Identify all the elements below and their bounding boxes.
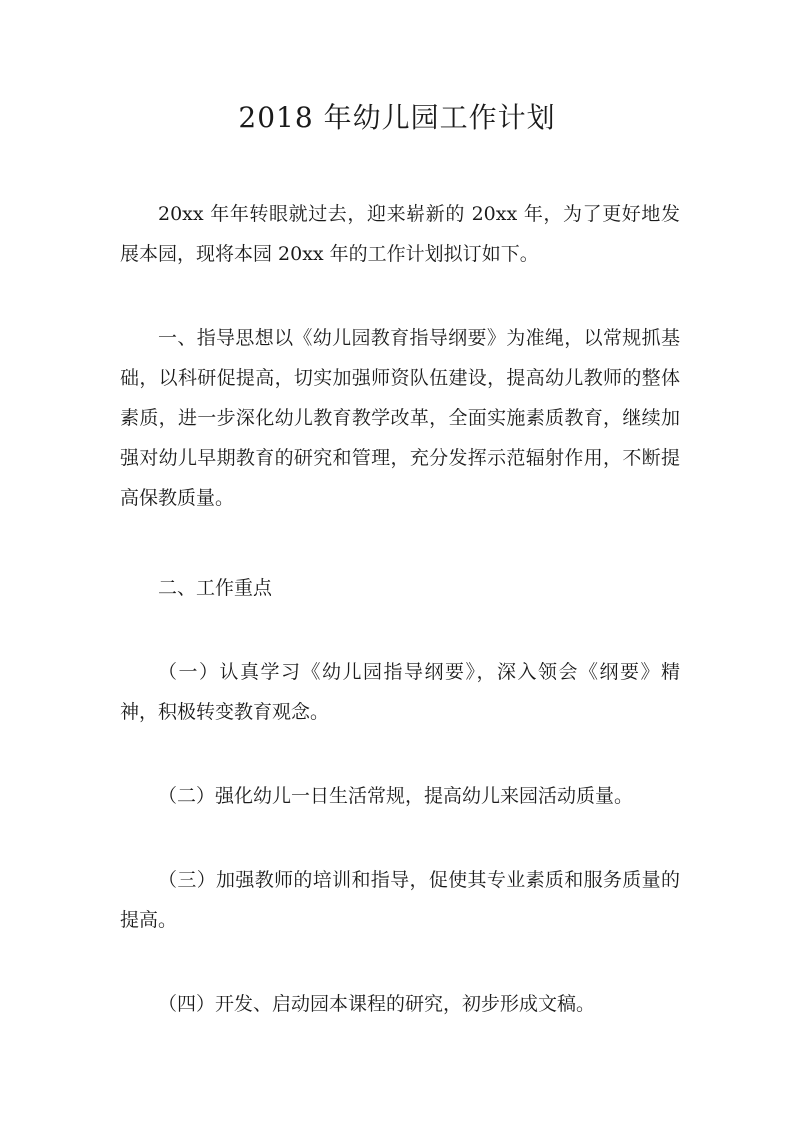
work-item-3: （三）加强教师的培训和指导，促使其专业素质和服务质量的提高。 [120,869,680,931]
intro-paragraph: 20xx 年年转眼就过去，迎来崭新的 20xx 年，为了更好地发展本园，现将本园 20xx 年的工作计划拟订如下。 [120,203,680,265]
work-item-1: （一）认真学习《幼儿园指导纲要》，深入领会《纲要》精神，积极转变教育观念。 [120,661,680,723]
work-item-2: （二）强化幼儿一日生活常规，提高幼儿来园活动质量。 [158,785,634,807]
work-item-4: （四）开发、启动园本课程的研究，初步形成文稿。 [158,993,596,1015]
guiding-thought-paragraph: 一、指导思想以《幼儿园教育指导纲要》为准绳，以常规抓基础，以科研促提高，切实加强师资队伍建设，提高幼儿教师的整体素质，进一步深化幼儿教育教学改革，全面实施素质教育，继续加强对幼儿早期教育的研究和管理，充分发挥示范辐射作用，不断提高保教质量。 [120,327,680,509]
section-two-heading: 二、工作重点 [158,577,273,599]
document-title: 2018 年幼儿园工作计划 [238,101,556,134]
